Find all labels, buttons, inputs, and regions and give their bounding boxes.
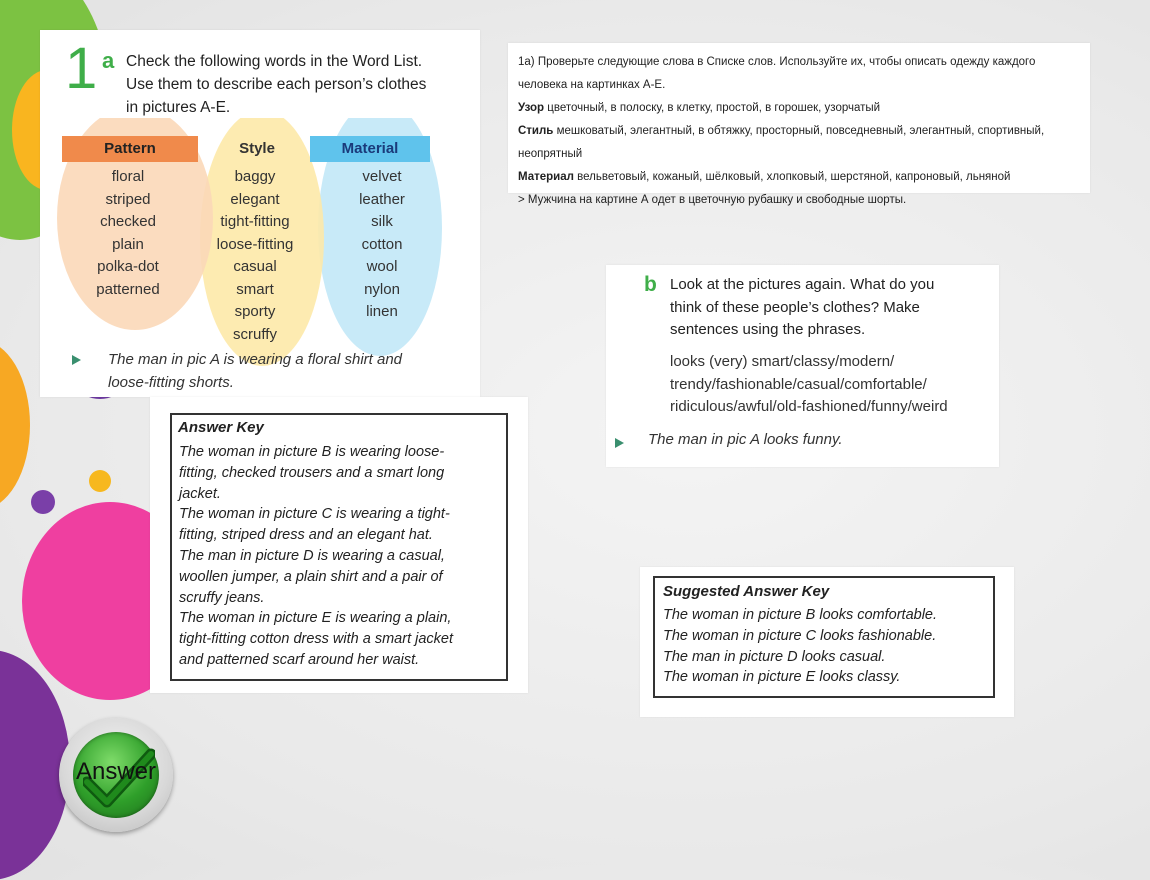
exercise-number: 1: [65, 36, 98, 101]
example-arrow-icon: [72, 355, 81, 365]
answer-line: The woman in picture E is wearing a plain,: [179, 610, 452, 627]
word-item: tight-fitting: [220, 213, 290, 230]
instruction-line: in pictures A-E.: [126, 99, 231, 116]
answer-line: and patterned scarf around her waist.: [179, 651, 420, 668]
translation-text: [518, 51, 1080, 212]
word-item: polka-dot: [97, 258, 159, 275]
decor-dot-yellow: [89, 470, 111, 492]
exercise-a-example: [108, 348, 468, 394]
translation-material-words: вельветовый, кожаный, шёлковый, хлопковый, шерстяной, капроновый, льняной: [577, 171, 1011, 183]
answer-line: woollen jumper, a plain shirt and a pair of: [179, 568, 443, 585]
answer-line: fitting, checked trousers and a smart long: [179, 464, 445, 481]
pattern-word-list: [80, 166, 176, 301]
translation-style-words: мешковатый, элегантный, в обтяжку, просторный, повседневный, элегантный, спортивный, неопрятный: [518, 125, 1045, 160]
translation-material-label: Материал: [518, 171, 574, 183]
word-item: loose-fitting: [216, 235, 294, 253]
column-header-style: Style: [239, 140, 275, 157]
instruction-line: sentences using the phrases.: [670, 321, 866, 338]
word-item: wool: [366, 258, 398, 275]
phrase-line: trendy/fashionable/casual/comfortable/: [670, 375, 927, 393]
suggested-key-text: [663, 605, 937, 688]
phrase-line: looks (very) smart/classy/modern/: [670, 353, 895, 370]
material-word-list: [332, 166, 432, 324]
example-line: The man in pic A is wearing a floral shirt and: [108, 351, 403, 368]
translation-example: > Мужчина на картине А одет в цветочную рубашку и свободные шорты.: [518, 194, 907, 206]
answer-line: The woman in picture B is wearing loose-: [179, 444, 445, 460]
answer-line: fitting, striped dress and an elegant hat.: [179, 527, 433, 544]
word-item: striped: [105, 190, 151, 208]
instruction-line: Look at the pictures again. What do you: [670, 276, 935, 293]
word-item: baggy: [234, 168, 276, 185]
answer-key-panel: [150, 397, 528, 693]
answer-button[interactable]: [59, 718, 173, 832]
suggested-line: The man in picture D looks casual.: [663, 648, 886, 665]
answer-line: jacket.: [179, 485, 221, 502]
answer-key-text: [179, 442, 501, 671]
example-line: loose-fitting shorts.: [108, 374, 234, 391]
word-item: casual: [233, 258, 277, 275]
translation-pattern-row: [518, 97, 1080, 120]
translation-style-label: Стиль: [518, 125, 554, 137]
word-item: cotton: [361, 235, 403, 253]
suggested-answer-key-panel: [640, 567, 1014, 717]
exercise-1a-panel: [40, 30, 480, 397]
example-arrow-icon: [615, 438, 624, 448]
translation-line: 1a) Проверьте следующие слова в Списке слов. Используйте их, чтобы описать одежду каждого: [518, 56, 1036, 68]
suggested-line: The woman in picture B looks comfortable.: [663, 607, 938, 623]
decor-dot-purple: [31, 490, 55, 514]
style-word-list: [200, 166, 310, 346]
exercise-letter-a: a: [102, 48, 115, 73]
answer-button-label: Answer: [75, 758, 157, 785]
translation-pattern-words: цветочный, в полоску, в клетку, простой, в горошек, узорчатый: [547, 102, 881, 114]
word-item: velvet: [362, 168, 402, 185]
word-item: nylon: [364, 280, 400, 298]
column-header-pattern: Pattern: [62, 136, 198, 162]
exercise-b-example: The man in pic A looks funny.: [648, 431, 843, 448]
suggested-key-title: Suggested Answer Key: [663, 583, 830, 600]
phrase-line: ridiculous/awful/old-fashioned/funny/weird: [670, 398, 948, 415]
exercise-1b-panel: [606, 265, 999, 467]
translation-style-row: [518, 120, 1080, 166]
exercise-b-instruction: [670, 274, 990, 342]
translation-pattern-label: Узор: [518, 102, 545, 114]
exercise-a-instruction: [126, 50, 476, 119]
column-header-material: Material: [310, 136, 430, 162]
answer-line: The man in picture D is wearing a casual,: [179, 547, 445, 564]
instruction-line: Use them to describe each person’s clothes: [126, 76, 427, 93]
word-item: silk: [371, 213, 393, 230]
word-item: linen: [366, 303, 398, 320]
word-item: sporty: [234, 303, 276, 320]
decor-circle-orange: [0, 340, 30, 510]
suggested-line: The woman in picture C looks fashionable.: [663, 627, 937, 644]
exercise-b-phrases: [670, 351, 990, 419]
word-item: floral: [111, 168, 145, 185]
answer-line: The woman in picture C is wearing a tight-: [179, 506, 450, 523]
answer-line: scruffy jeans.: [179, 589, 265, 606]
word-item: elegant: [230, 190, 280, 208]
translation-panel: [508, 43, 1090, 206]
word-item: leather: [359, 190, 405, 208]
answer-line: tight-fitting cotton dress with a smart jacket: [179, 631, 453, 648]
suggested-line: The woman in picture E looks classy.: [663, 669, 901, 686]
answer-key-title: Answer Key: [178, 419, 264, 436]
translation-material-row: [518, 166, 1080, 189]
instruction-line: think of these people’s clothes? Make: [670, 298, 920, 316]
translation-line: человека на картинках А-Е.: [518, 79, 666, 91]
exercise-letter-b: b: [644, 273, 657, 296]
word-item: scruffy: [233, 325, 277, 343]
word-item: patterned: [96, 280, 160, 298]
word-item: checked: [100, 213, 156, 230]
word-item: plain: [112, 235, 144, 253]
instruction-line: Check the following words in the Word List.: [126, 53, 423, 70]
word-item: smart: [236, 280, 274, 298]
